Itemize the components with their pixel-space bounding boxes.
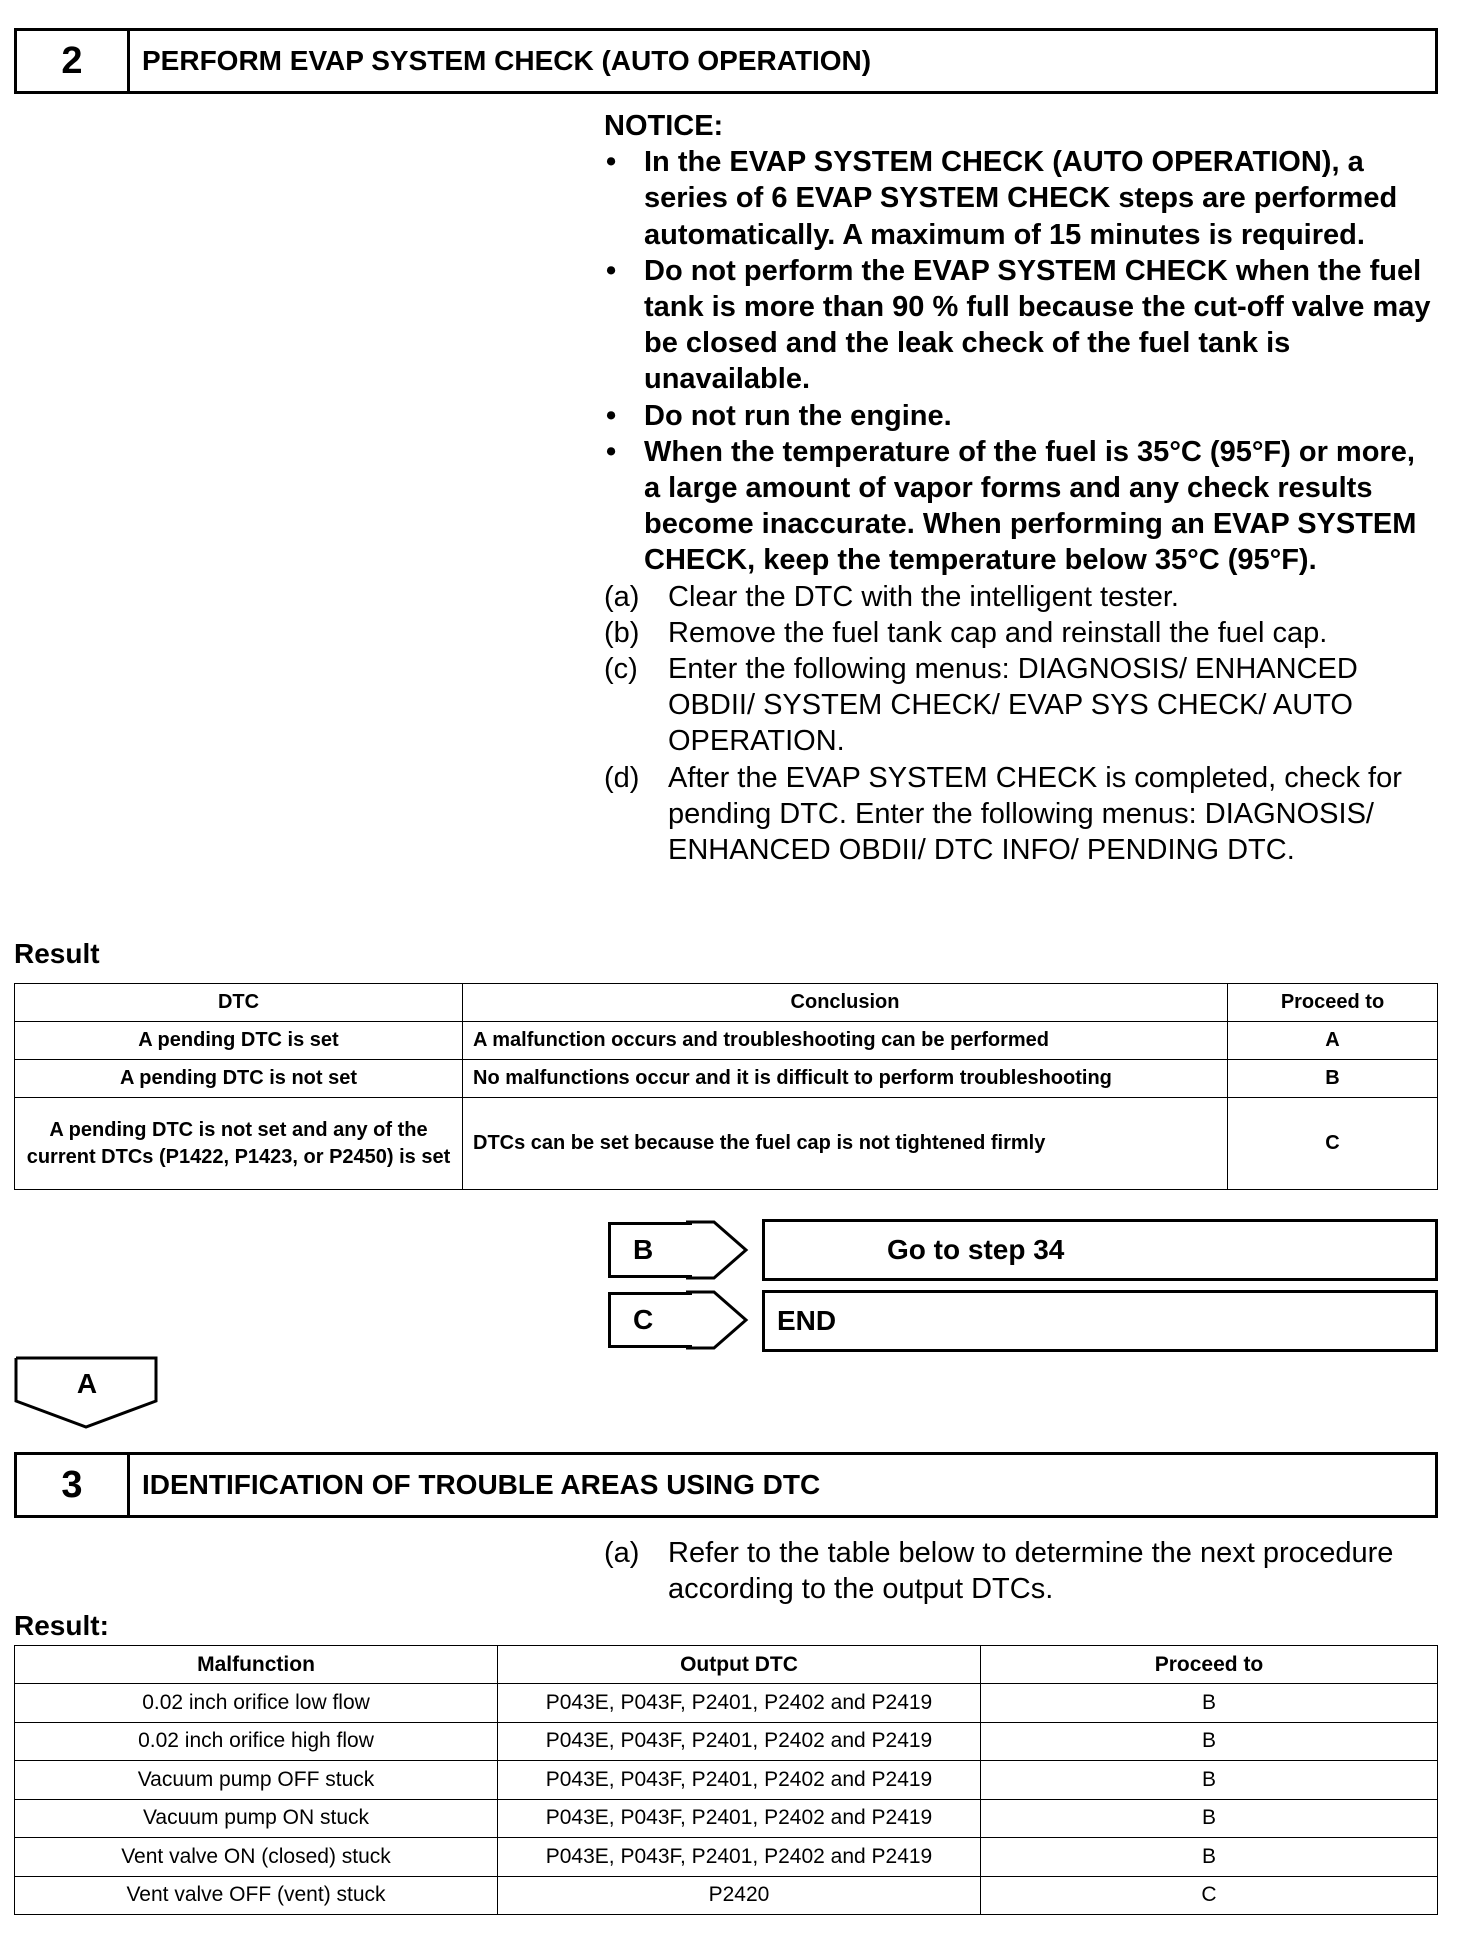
table-cell: C [1228,1098,1438,1190]
table-row [15,1684,1438,1723]
table-cell: P043E, P043F, P2401, P2402 and P2419 [498,1722,981,1761]
step-number: 2 [17,31,130,91]
substep: (b) Remove the fuel tank cap and reinstall the fuel cap. [604,616,1328,649]
substep: (d) After the EVAP SYSTEM CHECK is completed, check for pending DTC. Enter the following menus: DIAGNOSIS/ ENHANCED OBDII/ DTC INFO/ PENDING DTC. [604,761,1402,867]
table-cell: P043E, P043F, P2401, P2402 and P2419 [498,1799,981,1838]
step-3-instructions [604,1535,1434,1607]
table-header-row [15,984,1438,1022]
notice-bullet: • When the temperature of the fuel is 35°C (95°F) or more, a large amount of vapor forms and any check results become inaccurate. When performing an EVAP SYSTEM CHECK, keep the temperature below 35°C (95°F). [604,434,1434,579]
branch-a-letter: A [76,1368,98,1399]
step-2-header [14,28,1438,94]
notice-bullet: • In the EVAP SYSTEM CHECK (AUTO OPERATION), a series of 6 EVAP SYSTEM CHECK steps are performed automatically. A maximum of 15 minutes is required. [604,144,1434,253]
branch-b-target: Go to step 34 [762,1219,1438,1281]
column-header: Conclusion [463,984,1228,1022]
column-header: DTC [15,984,463,1022]
table-cell: P043E, P043F, P2401, P2402 and P2419 [498,1838,981,1877]
table-cell: DTCs can be set because the fuel cap is not tightened firmly [463,1098,1228,1190]
notice-bullet: • Do not perform the EVAP SYSTEM CHECK when the fuel tank is more than 90 % full because the cut-off valve may be closed and the leak check of the fuel tank is unavailable. [604,253,1434,398]
table-row [15,1722,1438,1761]
table-cell: P043E, P043F, P2401, P2402 and P2419 [498,1684,981,1723]
table-cell: Vacuum pump ON stuck [15,1799,498,1838]
table-cell: P2420 [498,1876,981,1915]
table-cell: B [981,1799,1438,1838]
branch-b-arrow-icon [686,1219,750,1281]
table-cell: P043E, P043F, P2401, P2402 and P2419 [498,1761,981,1800]
bullet-icon: • [606,399,617,432]
column-header: Malfunction [15,1646,498,1684]
table-cell: A pending DTC is set [15,1022,463,1060]
table-cell: A malfunction occurs and troubleshooting can be performed [463,1022,1228,1060]
table-cell: Vent valve OFF (vent) stuck [15,1876,498,1915]
notice-heading: NOTICE: [604,110,724,142]
branch-c-target: END [762,1290,1438,1352]
table-cell: Vent valve ON (closed) stuck [15,1838,498,1877]
bullet-icon: • [606,254,617,287]
bullet-icon: • [606,435,617,468]
table-cell: C [981,1876,1438,1915]
table-row [15,1022,1438,1060]
table-row [15,1876,1438,1915]
table-row [15,1838,1438,1877]
table-cell: Vacuum pump OFF stuck [15,1761,498,1800]
table-cell: 0.02 inch orifice low flow [15,1684,498,1723]
step-number: 3 [17,1455,130,1515]
table-cell: 0.02 inch orifice high flow [15,1722,498,1761]
branch-c-arrow-icon [686,1289,750,1351]
result-label: Result: [14,1610,109,1641]
table-cell: B [981,1761,1438,1800]
branch-c-letter: C [608,1292,692,1348]
table-cell: A pending DTC is not set and any of the current DTCs (P1422, P1423, or P2450) is set [15,1098,463,1190]
substep: (a) Clear the DTC with the intelligent tester. [604,580,1179,613]
result-label: Result [14,938,100,969]
table-row [15,1761,1438,1800]
column-header: Proceed to [1228,984,1438,1022]
notice-bullet: • Do not run the engine. [604,398,1434,434]
table-cell: A [1228,1022,1438,1060]
notice-block [604,108,1434,868]
table-cell: A pending DTC is not set [15,1060,463,1098]
step-3-header [14,1452,1438,1518]
column-header: Proceed to [981,1646,1438,1684]
branch-b-letter: B [608,1222,692,1278]
step-title: IDENTIFICATION OF TROUBLE AREAS USING DTC [142,1469,821,1500]
table-cell: B [981,1838,1438,1877]
table-row [15,1098,1438,1190]
table-cell: B [981,1684,1438,1723]
column-header: Output DTC [498,1646,981,1684]
table-cell: B [981,1722,1438,1761]
substep: (c) Enter the following menus: DIAGNOSIS/ ENHANCED OBDII/ SYSTEM CHECK/ EVAP SYS CHECK/ AUTO OPERATION. [604,653,1358,758]
result-table [14,983,1438,1190]
table-header-row [15,1646,1438,1684]
step-title: PERFORM EVAP SYSTEM CHECK (AUTO OPERATION) [142,45,872,76]
table-cell: No malfunctions occur and it is difficult to perform troubleshooting [463,1060,1228,1098]
table-cell: B [1228,1060,1438,1098]
table-row [15,1799,1438,1838]
bullet-icon: • [606,146,617,179]
table-row [15,1060,1438,1098]
substep: (a) Refer to the table below to determine the next procedure according to the output DTCs. [604,1537,1394,1606]
dtc-result-table [14,1645,1438,1915]
